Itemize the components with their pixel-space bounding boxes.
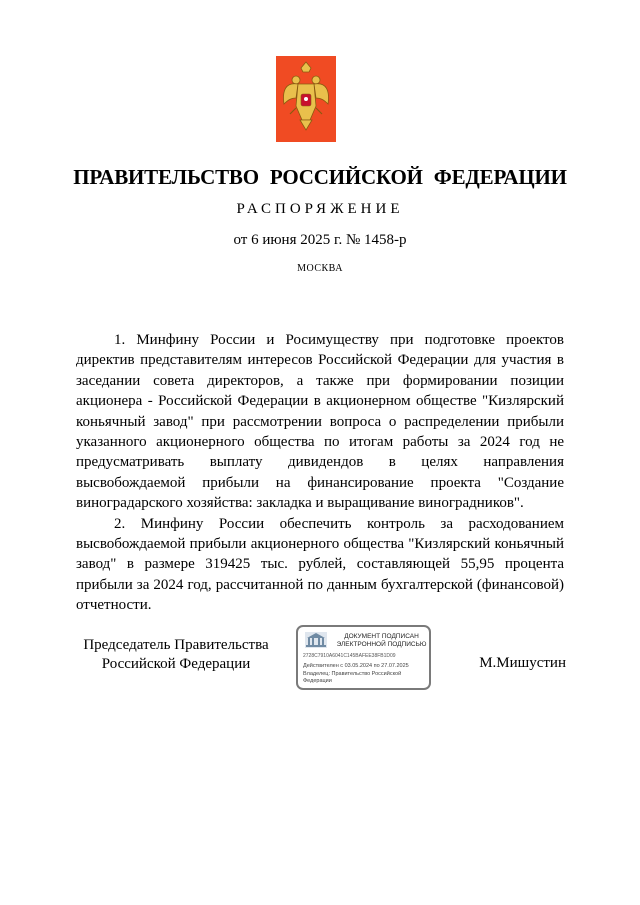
stamp-owner: Владелец: Правительство Российской Федерации <box>303 671 402 684</box>
paragraph-1: 1. Минфину России и Росимуществу при подготовке проектов директив представителям интересов Российской Федерации для участия в заседании совета директоров, а также при формировании позиции акционера - Российской Федерации в акционерном обществе "Кизлярский коньячный завод" при рассмотрении вопроса о распределении прибыли указанного акционерного общества по итогам работы за 2024 год не предусматривать выплату дивидендов в целях направления высвобождаемой прибыли на финансирование проекта "Создание виноградарского хозяйства: закладка и выращивание виноградников". <box>76 332 564 512</box>
stamp-certificate: 2728C7910A6041C145BAFEE38FB1D09 <box>303 653 396 659</box>
document-body <box>76 330 564 616</box>
double-headed-eagle-icon <box>276 56 336 142</box>
signatory-name: М.Мишустин <box>479 655 566 671</box>
stamp-title-line-1: ДОКУМЕНТ ПОДПИСАН <box>344 633 419 640</box>
document-city: МОСКВА <box>297 263 343 274</box>
signatory-position-line-1: Председатель Правительства <box>83 637 269 653</box>
document-date-number: от 6 июня 2025 г. № 1458-р <box>233 232 407 248</box>
coat-of-arms-emblem <box>276 56 336 142</box>
signatory-position-line-2: Российской Федерации <box>101 656 251 672</box>
paragraph-2: 2. Минфину России обеспечить контроль за расходованием высвобождаемой прибыли акционерного общества "Кизлярский коньячный завод" в размере 319425 тыс. рублей, составляющей 55,95 процента прибыли за 2024 год, рассчитанной по данным бухгалтерской (финансовой) отчетности. <box>76 515 564 614</box>
electronic-signature-stamp <box>296 625 431 690</box>
stamp-title-line-2: ЭЛЕКТРОННОЙ ПОДПИСЬЮ <box>336 641 427 648</box>
document-type: РАСПОРЯЖЕНИЕ <box>236 201 404 217</box>
signatory-position <box>76 636 276 674</box>
government-building-icon <box>305 632 327 648</box>
stamp-title <box>334 633 429 649</box>
government-title: ПРАВИТЕЛЬСТВО РОССИЙСКОЙ ФЕДЕРАЦИИ <box>73 165 567 189</box>
stamp-validity: Действителен с 03.05.2024 по 27.07.2025 <box>303 663 409 669</box>
